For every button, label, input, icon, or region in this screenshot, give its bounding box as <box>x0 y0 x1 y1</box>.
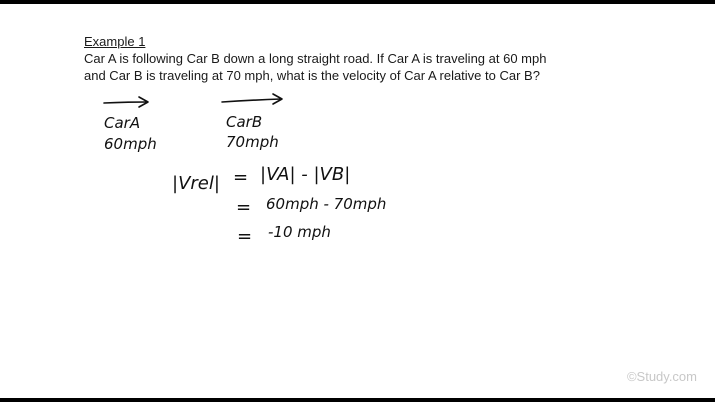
equation-1-equals: = <box>233 167 249 188</box>
equation-1-rhs: |VA| - |VB| <box>260 164 351 185</box>
example-heading: Example 1 <box>84 34 146 49</box>
copyright-circle-icon: © <box>626 369 637 384</box>
equation-2-rhs: 60mph - 70mph <box>266 195 387 213</box>
lesson-slide <box>0 4 715 398</box>
car-a-speed: 60mph <box>104 135 157 153</box>
car-a-label: CarA <box>104 114 141 132</box>
handwritten-work <box>0 4 715 398</box>
watermark-text: Study.com <box>636 369 697 384</box>
car-a-arrow-icon <box>104 97 148 107</box>
car-b-speed: 70mph <box>226 133 279 151</box>
relative-velocity-symbol: |Vrel| <box>172 173 220 194</box>
equation-2-equals: = <box>236 197 252 218</box>
car-b-arrow-icon <box>222 94 282 104</box>
car-b-label: CarB <box>226 113 263 131</box>
problem-line-2: and Car B is traveling at 70 mph, what is the velocity of Car A relative to Car B? <box>84 68 540 83</box>
equation-3-equals: = <box>237 226 253 247</box>
equation-3-rhs: -10 mph <box>268 223 331 241</box>
problem-line-1: Car A is following Car B down a long straight road. If Car A is traveling at 60 mph <box>84 51 547 66</box>
study-watermark <box>627 369 697 384</box>
